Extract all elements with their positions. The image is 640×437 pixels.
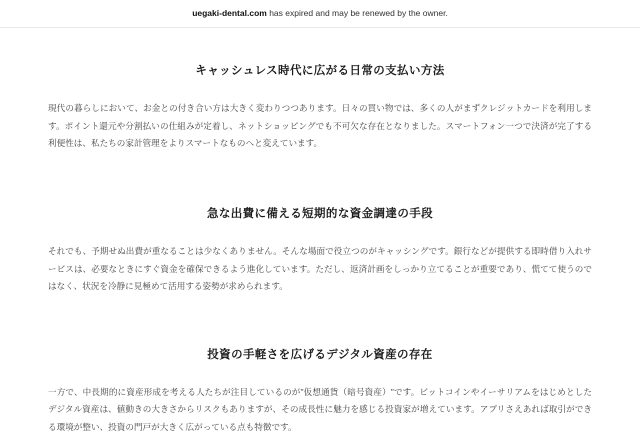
section-heading: 投資の手軽さを広げるデジタル資産の存在 [207, 348, 433, 361]
expired-domain-name: uegaki-dental.com [192, 8, 267, 18]
expiry-notice-text: has expired and may be renewed by the owner. [266, 8, 448, 18]
section-heading: 急な出費に備える短期的な資金調達の手段 [206, 208, 434, 221]
section-paragraph: 現代の暮らしにおいて、お金との付き合い方は大きく変わりつつあります。日々の買い物では、多くの人がまずクレジットカードを利用します。ポイント還元や分割払いの仕組みが定着し、ネットショッピングでも不可欠な存在となりました。スマートフォン一つで決済が完了する利便性は、私たちの家計管理をよりスマートなものへと変えています。 [48, 103, 592, 149]
article-section [48, 62, 592, 153]
domain-expiry-notice [0, 0, 640, 28]
section-paragraph: 一方で、中長期的に資産形成を考える人たちが注目しているのが"仮想通貨（暗号資産）"です。ビットコインやイーサリアムをはじめとしたデジタル資産は、値動きの大きさからリスクもありますが、その成長性に魅力を感じる投資家が増えています。アプリさえあれば取引ができる環境が整い、投資の門戸が大きく広がっている点も特徴です。 [48, 386, 592, 433]
article-content [0, 62, 640, 436]
article-section [48, 205, 592, 296]
section-heading: キャッシュレス時代に広がる日常の支払い方法 [195, 65, 445, 78]
article-section [48, 346, 592, 437]
section-paragraph: それでも、予期せぬ出費が重なることは少なくありません。そんな場面で役立つのがキャッシングです。銀行などが提供する即時借り入れサービスは、必要なときにすぐ資金を確保できるよう進化しています。ただし、返済計画をしっかり立てることが重要であり、慌てて使うのではなく、状況を冷静に見極めて活用する姿勢が求められます。 [48, 246, 592, 292]
